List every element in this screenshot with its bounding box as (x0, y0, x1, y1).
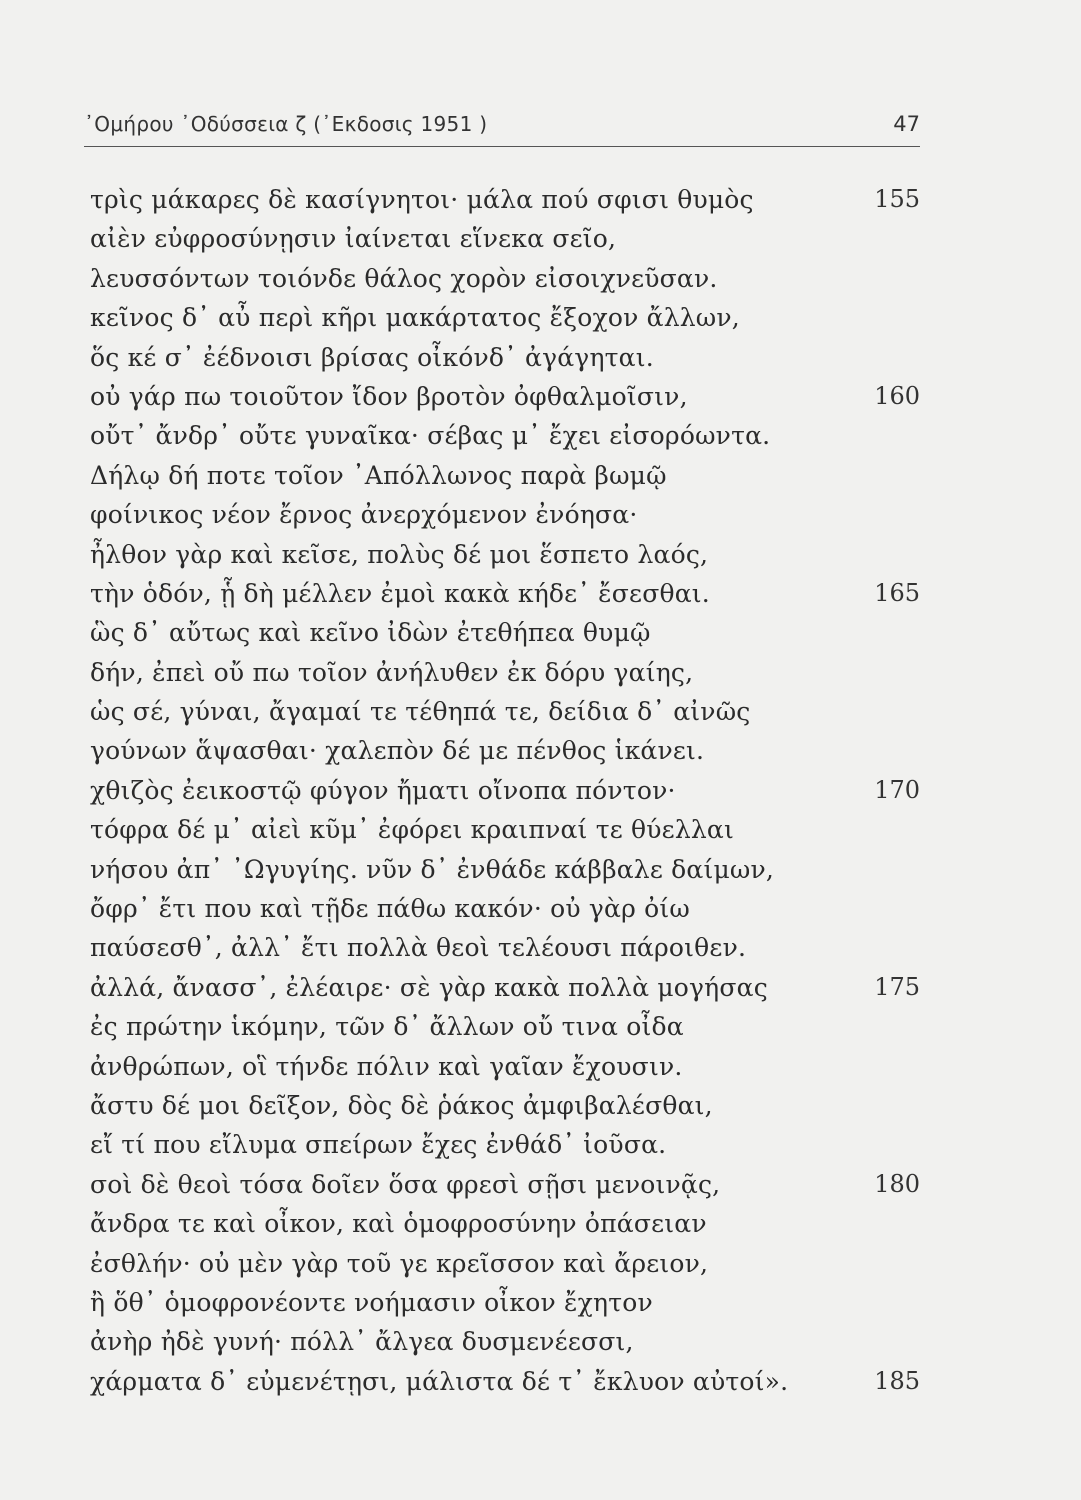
verse-line (90, 653, 920, 692)
verse-line (90, 1322, 920, 1361)
verse-number: 180 (874, 1169, 920, 1198)
running-header (84, 112, 920, 147)
verse-number: 170 (874, 775, 920, 804)
verse-number: 155 (874, 185, 920, 213)
verse-list (90, 180, 920, 1401)
verse-line (90, 1007, 920, 1046)
verse-text: χθιζὸς ἐεικοστῷ φύγον ἤματι οἴνοπα πόντον· (90, 775, 676, 805)
verse-line (90, 1362, 920, 1401)
verse-text: ἦλθον γὰρ καὶ κεῖσε, πολὺς δέ μοι ἕσπετο λαός, (90, 539, 709, 569)
verse-line (90, 259, 920, 298)
verse-text: οὐ γάρ πω τοιοῦτον ἴδον βροτὸν ὀφθαλμοῖσιν, (90, 381, 688, 411)
verse-text: νήσου ἀπ᾿ ᾿Ωγυγίης. νῦν δ᾿ ἐνθάδε κάββαλε δαίμων, (90, 854, 775, 884)
verse-text: σοὶ δὲ θεοὶ τόσα δοῖεν ὅσα φρεσὶ σῇσι μενοινᾷς, (90, 1169, 721, 1199)
verse-text: ἄστυ δέ μοι δεῖξον, δὸς δὲ ῥάκος ἀμφιβαλέσθαι, (90, 1090, 713, 1120)
page-number: 47 (893, 112, 920, 136)
verse-line (90, 456, 920, 495)
verse-line (90, 1125, 920, 1164)
verse-line (90, 613, 920, 652)
verse-line (90, 889, 920, 928)
verse-line (90, 416, 920, 455)
verse-text: ὣς δ᾿ αὔτως καὶ κεῖνο ἰδὼν ἐτεθήπεα θυμῷ (90, 618, 651, 648)
verse-line (90, 535, 920, 574)
verse-line (90, 928, 920, 967)
verse-text: χάρματα δ᾿ εὐμενέτῃσι, μάλιστα δέ τ᾿ ἔκλυον αὐτοί». (90, 1366, 789, 1396)
verse-line (90, 298, 920, 337)
verse-line (90, 1047, 920, 1086)
verse-line (90, 338, 920, 377)
verse-line (90, 968, 920, 1007)
verse-line (90, 219, 920, 258)
verse-line (90, 731, 920, 770)
verse-line (90, 1244, 920, 1283)
verse-number: 160 (874, 381, 920, 410)
verse-text: ἀνθρώπων, οἳ τήνδε πόλιν καὶ γαῖαν ἔχουσιν. (90, 1051, 683, 1081)
verse-text: ἐς πρώτην ἱκόμην, τῶν δ᾿ ἄλλων οὔ τινα οἶδα (90, 1012, 684, 1042)
verse-text: παύσεσθ᾿, ἀλλ᾿ ἔτι πολλὰ θεοὶ τελέουσι πάροιθεν. (90, 933, 747, 963)
verse-line (90, 1165, 920, 1204)
verse-line (90, 692, 920, 731)
verse-text: ὅς κέ σ᾿ ἐέδνοισι βρίσας οἶκόνδ᾿ ἀγάγηται. (90, 342, 654, 372)
verse-line (90, 771, 920, 810)
verse-text: ὡς σέ, γύναι, ἄγαμαί τε τέθηπά τε, δείδια δ᾿ αἰνῶς (90, 697, 751, 727)
verse-text: λευσσόντων τοιόνδε θάλος χορὸν εἰσοιχνεῦσαν. (90, 263, 718, 293)
verse-line (90, 180, 920, 219)
verse-number: 185 (874, 1366, 920, 1395)
verse-text: ἢ ὅθ᾿ ὁμοφρονέοντε νοήμασιν οἶκον ἔχητον (90, 1287, 653, 1317)
verse-text: τὴν ὁδόν, ᾗ δὴ μέλλεν ἐμοὶ κακὰ κήδε᾿ ἔσεσθαι. (90, 578, 710, 608)
verse-text: ἄνδρα τε καὶ οἶκον, καὶ ὁμοφροσύνην ὀπάσειαν (90, 1209, 707, 1239)
verse-line (90, 1283, 920, 1322)
verse-text: ὄφρ᾿ ἔτι που καὶ τῇδε πάθω κακόν· οὐ γὰρ ὀίω (90, 894, 691, 924)
verse-number: 165 (874, 578, 920, 607)
verse-text: Δήλῳ δή ποτε τοῖον ᾿Απόλλωνος παρὰ βωμῷ (90, 460, 667, 490)
verse-line (90, 377, 920, 416)
verse-text: εἴ τί που εἴλυμα σπείρων ἔχες ἐνθάδ᾿ ἰοῦσα. (90, 1130, 667, 1160)
verse-line (90, 850, 920, 889)
verse-text: ἐσθλήν· οὐ μὲν γὰρ τοῦ γε κρεῖσσον καὶ ἄρειον, (90, 1248, 709, 1278)
verse-text: τόφρα δέ μ᾿ αἰεὶ κῦμ᾿ ἐφόρει κραιπναί τε θύελλαι (90, 815, 734, 845)
verse-line (90, 574, 920, 613)
verse-text: αἰὲν εὐφροσύνῃσιν ἰαίνεται εἵνεκα σεῖο, (90, 224, 617, 254)
verse-text: φοίνικος νέον ἔρνος ἀνερχόμενον ἐνόησα· (90, 500, 638, 530)
header-title: ᾿Ομήρου ᾿Οδύσσεια ζ (᾿Εκδοσις 1951 ) (84, 112, 488, 136)
verse-text: ἀλλά, ἄνασσ᾿, ἐλέαιρε· σὲ γὰρ κακὰ πολλὰ μογήσας (90, 972, 768, 1002)
verse-text: τρὶς μάκαρες δὲ κασίγνητοι· μάλα πού σφισι θυμὸς (90, 185, 754, 214)
verse-number: 175 (874, 972, 920, 1001)
verse-text: δήν, ἐπεὶ οὔ πω τοῖον ἀνήλυθεν ἐκ δόρυ γαίης, (90, 657, 694, 687)
verse-line (90, 810, 920, 849)
verse-text: γούνων ἅψασθαι· χαλεπὸν δέ με πένθος ἱκάνει. (90, 736, 705, 766)
verse-text: κεῖνος δ᾿ αὖ περὶ κῆρι μακάρτατος ἔξοχον ἄλλων, (90, 303, 740, 333)
verse-line (90, 495, 920, 534)
verse-text: οὔτ᾿ ἄνδρ᾿ οὔτε γυναῖκα· σέβας μ᾿ ἔχει εἰσορόωντα. (90, 421, 771, 451)
verse-line (90, 1086, 920, 1125)
verse-line (90, 1204, 920, 1243)
verse-text: ἀνὴρ ἠδὲ γυνή· πόλλ᾿ ἄλγεα δυσμενέεσσι, (90, 1327, 634, 1357)
